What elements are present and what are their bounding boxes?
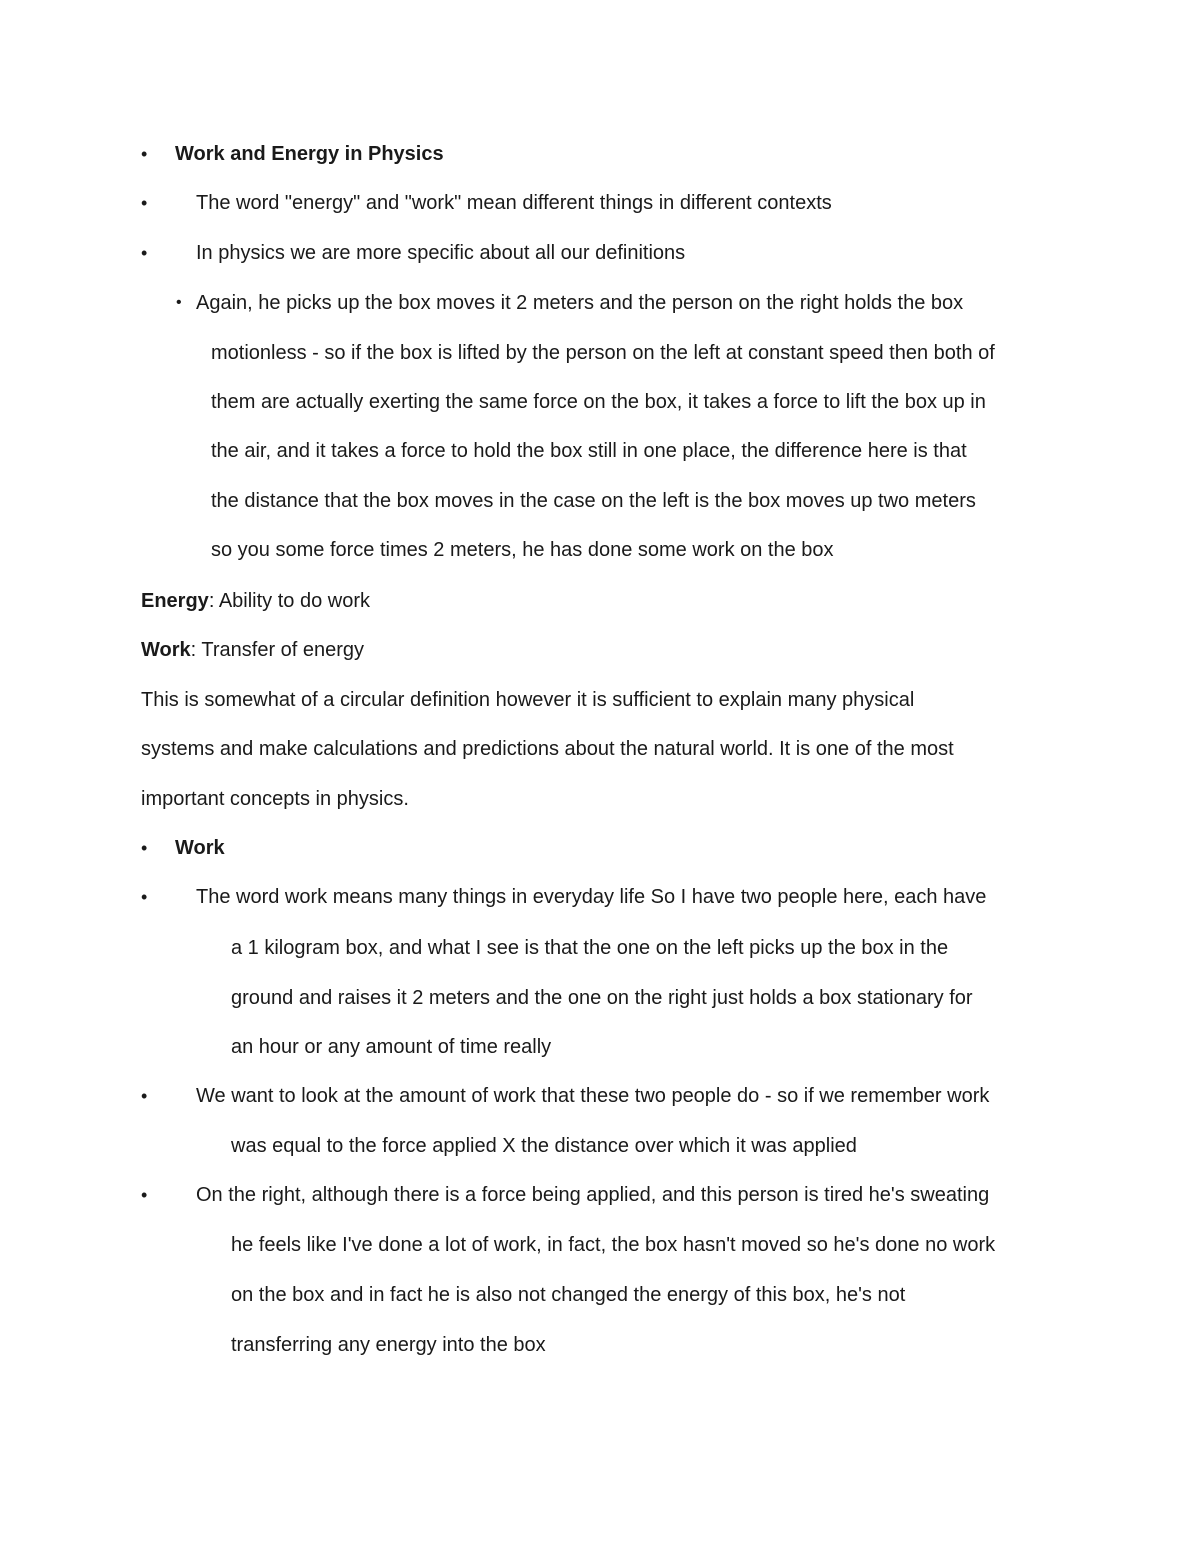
paragraph-line: important concepts in physics. <box>141 788 409 810</box>
bullet-marker: • <box>141 838 148 858</box>
bullet-marker: • <box>141 243 148 263</box>
sub-bullet-marker: • <box>176 294 182 311</box>
definition-term: Energy <box>141 590 209 612</box>
sub-bullet-line: so you some force times 2 meters, he has done some work on the box <box>211 539 834 561</box>
bullet-marker: • <box>141 144 148 164</box>
sub-bullet-line: the air, and it takes a force to hold the box still in one place, the difference here is that <box>211 440 967 462</box>
sub-bullet-line: them are actually exerting the same force on the box, it takes a force to lift the box up in <box>211 391 986 413</box>
bullet-marker: • <box>141 887 148 907</box>
bullet-line: On the right, although there is a force being applied, and this person is tired he's sweating <box>196 1184 990 1206</box>
bullet-line: was equal to the force applied X the distance over which it was applied <box>231 1135 857 1157</box>
section-heading-work: Work <box>175 837 225 859</box>
bullet-line: on the box and in fact he is also not changed the energy of this box, he's not <box>231 1284 906 1306</box>
definition-text: : Ability to do work <box>208 590 370 612</box>
bullet-line: an hour or any amount of time really <box>231 1036 552 1058</box>
sub-bullet-line: the distance that the box moves in the case on the left is the box moves up two meters <box>211 490 976 512</box>
bullet-text: The word "energy" and "work" mean different things in different contexts <box>196 192 832 214</box>
bullet-line: transferring any energy into the box <box>231 1334 546 1356</box>
bullet-marker: • <box>141 193 148 213</box>
definition-term: Work <box>141 639 191 661</box>
bullet-text: In physics we are more specific about all our definitions <box>196 242 686 264</box>
bullet-line: We want to look at the amount of work that these two people do - so if we remember work <box>196 1085 990 1107</box>
paragraph-line: This is somewhat of a circular definition however it is sufficient to explain many physical <box>141 689 915 711</box>
sub-bullet-line: motionless - so if the box is lifted by the person on the left at constant speed then both of <box>211 342 995 364</box>
bullet-marker: • <box>141 1185 148 1205</box>
definition-energy <box>141 588 370 614</box>
bullet-line: ground and raises it 2 meters and the one on the right just holds a box stationary for <box>231 987 973 1009</box>
bullet-line: The word work means many things in everyday life So I have two people here, each have <box>196 886 987 908</box>
bullet-line: he feels like I've done a lot of work, in fact, the box hasn't moved so he's done no work <box>231 1234 996 1256</box>
sub-bullet-line: Again, he picks up the box moves it 2 meters and the person on the right holds the box <box>196 292 964 314</box>
definition-work <box>141 637 364 663</box>
section-heading-work-and-energy: Work and Energy in Physics <box>175 143 444 165</box>
bullet-marker: • <box>141 1086 148 1106</box>
definition-text: : Transfer of energy <box>190 639 365 661</box>
paragraph-line: systems and make calculations and predictions about the natural world. It is one of the most <box>141 738 954 760</box>
bullet-line: a 1 kilogram box, and what I see is that the one on the left picks up the box in the <box>231 937 949 959</box>
